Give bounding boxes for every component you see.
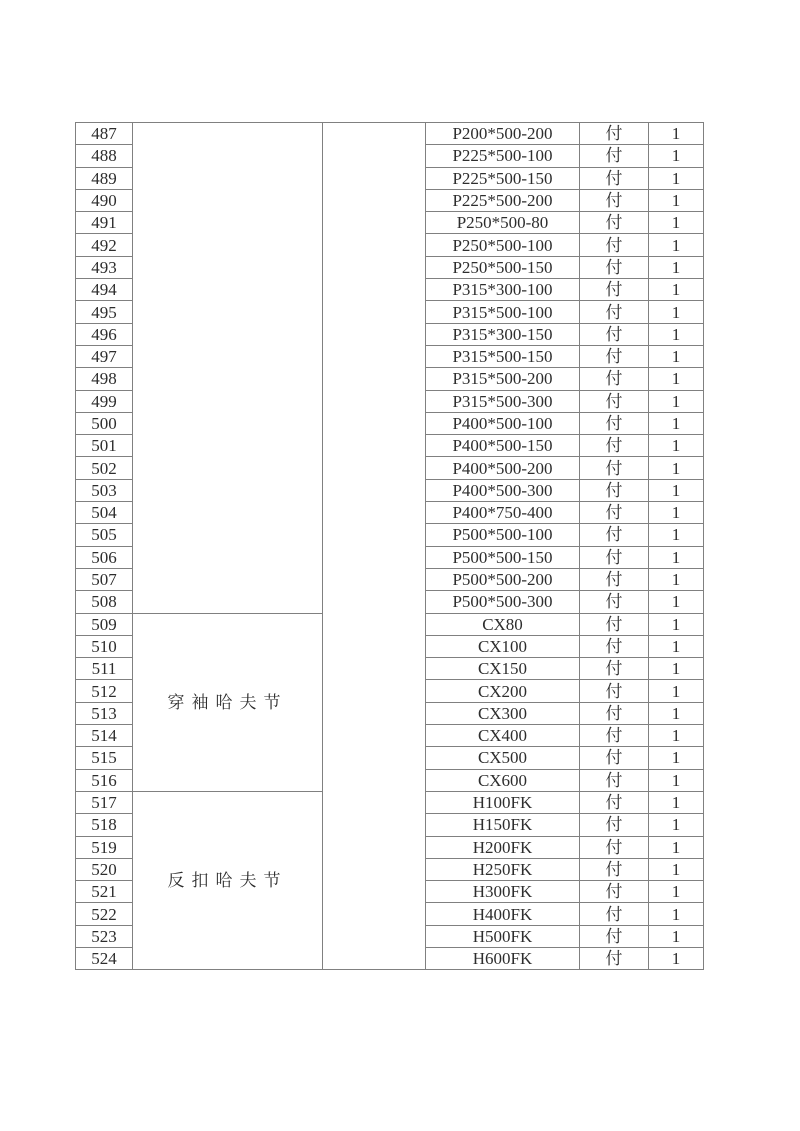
unit-cell: 付 [580, 368, 649, 390]
group-name-cell: 反扣哈夫节 [133, 791, 323, 969]
spec-cell: CX400 [426, 725, 580, 747]
spec-cell: P225*500-150 [426, 167, 580, 189]
unit-cell: 付 [580, 123, 649, 145]
row-number-cell: 489 [76, 167, 133, 189]
qty-cell: 1 [649, 769, 704, 791]
qty-cell: 1 [649, 925, 704, 947]
spec-cell: P500*500-100 [426, 524, 580, 546]
qty-cell: 1 [649, 613, 704, 635]
unit-cell: 付 [580, 881, 649, 903]
unit-cell: 付 [580, 858, 649, 880]
parts-table [75, 122, 704, 970]
unit-cell: 付 [580, 323, 649, 345]
qty-cell: 1 [649, 836, 704, 858]
unit-cell: 付 [580, 301, 649, 323]
spec-cell: P250*500-80 [426, 212, 580, 234]
unit-cell: 付 [580, 546, 649, 568]
row-number-cell: 499 [76, 390, 133, 412]
row-number-cell: 491 [76, 212, 133, 234]
row-number-cell: 505 [76, 524, 133, 546]
spec-cell: P500*500-300 [426, 591, 580, 613]
spec-cell: CX300 [426, 702, 580, 724]
qty-cell: 1 [649, 635, 704, 657]
row-number-cell: 501 [76, 435, 133, 457]
qty-cell: 1 [649, 881, 704, 903]
qty-cell: 1 [649, 568, 704, 590]
qty-cell: 1 [649, 435, 704, 457]
qty-cell: 1 [649, 189, 704, 211]
row-number-cell: 494 [76, 279, 133, 301]
row-number-cell: 492 [76, 234, 133, 256]
unit-cell: 付 [580, 702, 649, 724]
unit-cell: 付 [580, 925, 649, 947]
spec-cell: H600FK [426, 947, 580, 969]
unit-cell: 付 [580, 836, 649, 858]
unit-cell: 付 [580, 502, 649, 524]
unit-cell: 付 [580, 591, 649, 613]
unit-cell: 付 [580, 412, 649, 434]
unit-cell: 付 [580, 791, 649, 813]
spec-cell: CX600 [426, 769, 580, 791]
unit-cell: 付 [580, 345, 649, 367]
spec-cell: P315*500-150 [426, 345, 580, 367]
spec-cell: P315*300-150 [426, 323, 580, 345]
unit-cell: 付 [580, 457, 649, 479]
group-name-cell [133, 123, 323, 614]
row-number-cell: 519 [76, 836, 133, 858]
row-number-cell: 513 [76, 702, 133, 724]
unit-cell: 付 [580, 234, 649, 256]
row-number-cell: 500 [76, 412, 133, 434]
spec-cell: H400FK [426, 903, 580, 925]
row-number-cell: 490 [76, 189, 133, 211]
qty-cell: 1 [649, 345, 704, 367]
qty-cell: 1 [649, 390, 704, 412]
qty-cell: 1 [649, 502, 704, 524]
row-number-cell: 523 [76, 925, 133, 947]
qty-cell: 1 [649, 747, 704, 769]
unit-cell: 付 [580, 212, 649, 234]
unit-cell: 付 [580, 524, 649, 546]
row-number-cell: 517 [76, 791, 133, 813]
unit-cell: 付 [580, 814, 649, 836]
row-number-cell: 497 [76, 345, 133, 367]
unit-cell: 付 [580, 947, 649, 969]
qty-cell: 1 [649, 301, 704, 323]
qty-cell: 1 [649, 479, 704, 501]
row-number-cell: 503 [76, 479, 133, 501]
qty-cell: 1 [649, 858, 704, 880]
qty-cell: 1 [649, 368, 704, 390]
qty-cell: 1 [649, 947, 704, 969]
row-number-cell: 504 [76, 502, 133, 524]
spec-cell: P315*500-200 [426, 368, 580, 390]
spec-cell: CX80 [426, 613, 580, 635]
qty-cell: 1 [649, 123, 704, 145]
row-number-cell: 487 [76, 123, 133, 145]
spec-cell: P315*500-300 [426, 390, 580, 412]
qty-cell: 1 [649, 725, 704, 747]
spec-cell: P500*500-200 [426, 568, 580, 590]
spec-cell: H250FK [426, 858, 580, 880]
qty-cell: 1 [649, 658, 704, 680]
spec-cell: P400*750-400 [426, 502, 580, 524]
row-number-cell: 511 [76, 658, 133, 680]
row-number-cell: 512 [76, 680, 133, 702]
unit-cell: 付 [580, 635, 649, 657]
qty-cell: 1 [649, 903, 704, 925]
table-row [76, 123, 704, 145]
group-name-cell: 穿袖哈夫节 [133, 613, 323, 791]
unit-cell: 付 [580, 279, 649, 301]
row-number-cell: 521 [76, 881, 133, 903]
spec-cell: P225*500-100 [426, 145, 580, 167]
qty-cell: 1 [649, 234, 704, 256]
row-number-cell: 507 [76, 568, 133, 590]
unit-cell: 付 [580, 747, 649, 769]
qty-cell: 1 [649, 412, 704, 434]
row-number-cell: 488 [76, 145, 133, 167]
row-number-cell: 514 [76, 725, 133, 747]
qty-cell: 1 [649, 212, 704, 234]
unit-cell: 付 [580, 256, 649, 278]
row-number-cell: 506 [76, 546, 133, 568]
spec-cell: H500FK [426, 925, 580, 947]
unit-cell: 付 [580, 658, 649, 680]
row-number-cell: 510 [76, 635, 133, 657]
row-number-cell: 516 [76, 769, 133, 791]
qty-cell: 1 [649, 457, 704, 479]
row-number-cell: 509 [76, 613, 133, 635]
spec-cell: P250*500-100 [426, 234, 580, 256]
qty-cell: 1 [649, 546, 704, 568]
parts-table-body [76, 123, 704, 970]
unit-cell: 付 [580, 390, 649, 412]
unit-cell: 付 [580, 479, 649, 501]
unit-cell: 付 [580, 145, 649, 167]
qty-cell: 1 [649, 167, 704, 189]
qty-cell: 1 [649, 814, 704, 836]
spec-cell: CX200 [426, 680, 580, 702]
qty-cell: 1 [649, 702, 704, 724]
spec-cell: P250*500-150 [426, 256, 580, 278]
row-number-cell: 518 [76, 814, 133, 836]
spec-cell: P315*300-100 [426, 279, 580, 301]
spec-cell: P400*500-100 [426, 412, 580, 434]
qty-cell: 1 [649, 680, 704, 702]
qty-cell: 1 [649, 256, 704, 278]
category-spacer-cell [323, 123, 426, 970]
row-number-cell: 493 [76, 256, 133, 278]
qty-cell: 1 [649, 145, 704, 167]
spec-cell: P400*500-300 [426, 479, 580, 501]
qty-cell: 1 [649, 524, 704, 546]
row-number-cell: 498 [76, 368, 133, 390]
spec-cell: P500*500-150 [426, 546, 580, 568]
unit-cell: 付 [580, 167, 649, 189]
unit-cell: 付 [580, 680, 649, 702]
spec-cell: CX500 [426, 747, 580, 769]
unit-cell: 付 [580, 769, 649, 791]
spec-cell: H200FK [426, 836, 580, 858]
qty-cell: 1 [649, 279, 704, 301]
qty-cell: 1 [649, 591, 704, 613]
row-number-cell: 495 [76, 301, 133, 323]
row-number-cell: 508 [76, 591, 133, 613]
qty-cell: 1 [649, 791, 704, 813]
spec-cell: P200*500-200 [426, 123, 580, 145]
spec-cell: H300FK [426, 881, 580, 903]
unit-cell: 付 [580, 568, 649, 590]
unit-cell: 付 [580, 189, 649, 211]
spec-cell: P400*500-200 [426, 457, 580, 479]
spec-cell: P315*500-100 [426, 301, 580, 323]
row-number-cell: 524 [76, 947, 133, 969]
qty-cell: 1 [649, 323, 704, 345]
spec-cell: H100FK [426, 791, 580, 813]
unit-cell: 付 [580, 613, 649, 635]
row-number-cell: 515 [76, 747, 133, 769]
unit-cell: 付 [580, 435, 649, 457]
row-number-cell: 522 [76, 903, 133, 925]
spec-cell: P400*500-150 [426, 435, 580, 457]
spec-cell: P225*500-200 [426, 189, 580, 211]
unit-cell: 付 [580, 903, 649, 925]
spec-cell: CX150 [426, 658, 580, 680]
unit-cell: 付 [580, 725, 649, 747]
spec-cell: H150FK [426, 814, 580, 836]
spec-cell: CX100 [426, 635, 580, 657]
row-number-cell: 502 [76, 457, 133, 479]
row-number-cell: 496 [76, 323, 133, 345]
row-number-cell: 520 [76, 858, 133, 880]
